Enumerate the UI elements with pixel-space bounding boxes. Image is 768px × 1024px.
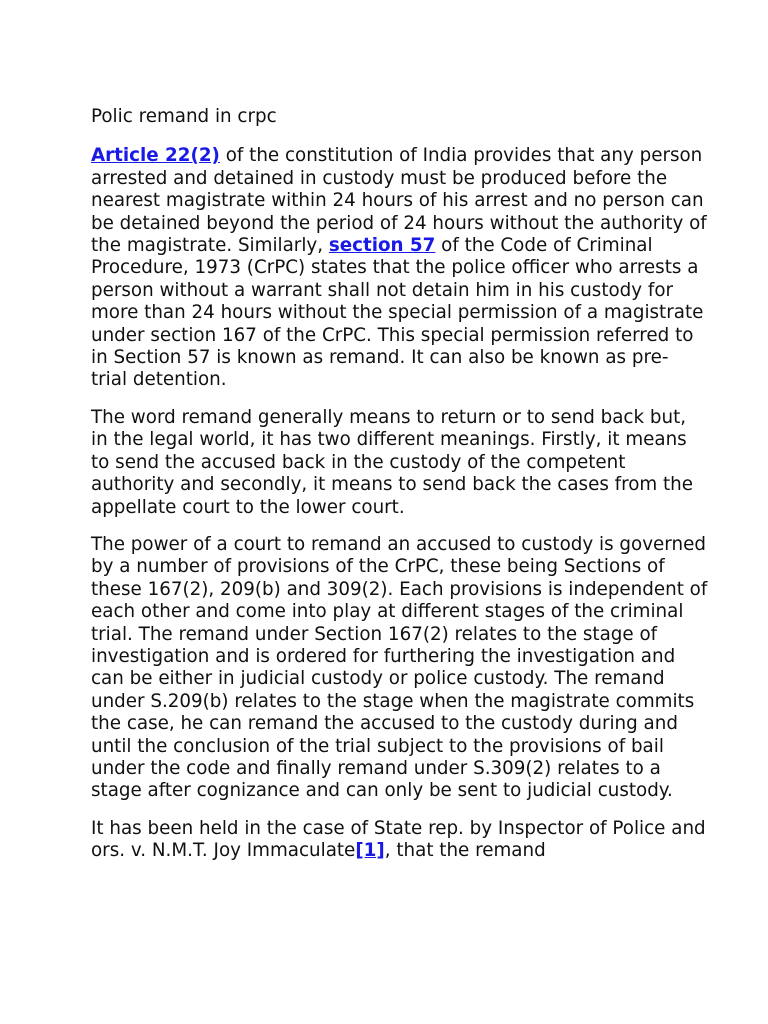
paragraph-text: of the Code of Criminal Procedure, 1973 (CrPC) states that the police officer who arrests a person without a warrant shall not detain him in his custody for more than 24 hours without the special permission of a magistrate under section 167 of the CrPC. This special permission referred to in Section 57 is known as remand. It can also be known as pre- trial detention. xyxy=(91,235,704,391)
paragraph-article-22 xyxy=(91,145,708,391)
paragraph-text: It has been held in the case of State rep. by Inspector of Police and ors. v. N.M.T. Joy Immaculate xyxy=(91,817,706,862)
section-57-link[interactable]: section 57 xyxy=(328,235,436,257)
paragraph-text: of the constitution of India provides that any person arrested and detained in custody must be produced before the nearest magistrate within 24 hours of his arrest and no person can be detained beyond the period of 24 hours without the authority of the magistrate. Similarly, xyxy=(91,145,707,257)
paragraph-text: , that the remand xyxy=(384,840,546,862)
paragraph-remand-power: The power of a court to remand an accused to custody is governed by a number of provisions of the CrPC, these being Sections of these 167(2), 209(b) and 309(2). Each provisions is independent of each other and come into play at different stages of the criminal trial. The remand under Section 167(2) relates to the stage of investigation and is ordered for furthering the investigation and can be either in judicial custody or police custody. The remand under S.209(b) relates to the stage when the magistrate commits the case, he can remand the accused to the custody during and until the conclusion of the trial subject to the provisions of bail under the code and finally remand under S.309(2) relates to a stage after cognizance and can only be sent to judicial custody. xyxy=(91,533,708,802)
footnote-1-link[interactable]: [1] xyxy=(355,840,385,862)
document-title: Polic remand in crpc xyxy=(91,106,277,127)
paragraph-remand-meaning: The word remand generally means to return or to send back but, in the legal world, it has two different meanings. Firstly, it means to send the accused back in the custody of the competent authority and secondly, it means to send back the cases from the appellate court to the lower court. xyxy=(91,406,694,518)
paragraph-case-law xyxy=(91,818,708,863)
article-22-link[interactable]: Article 22(2) xyxy=(91,145,220,167)
